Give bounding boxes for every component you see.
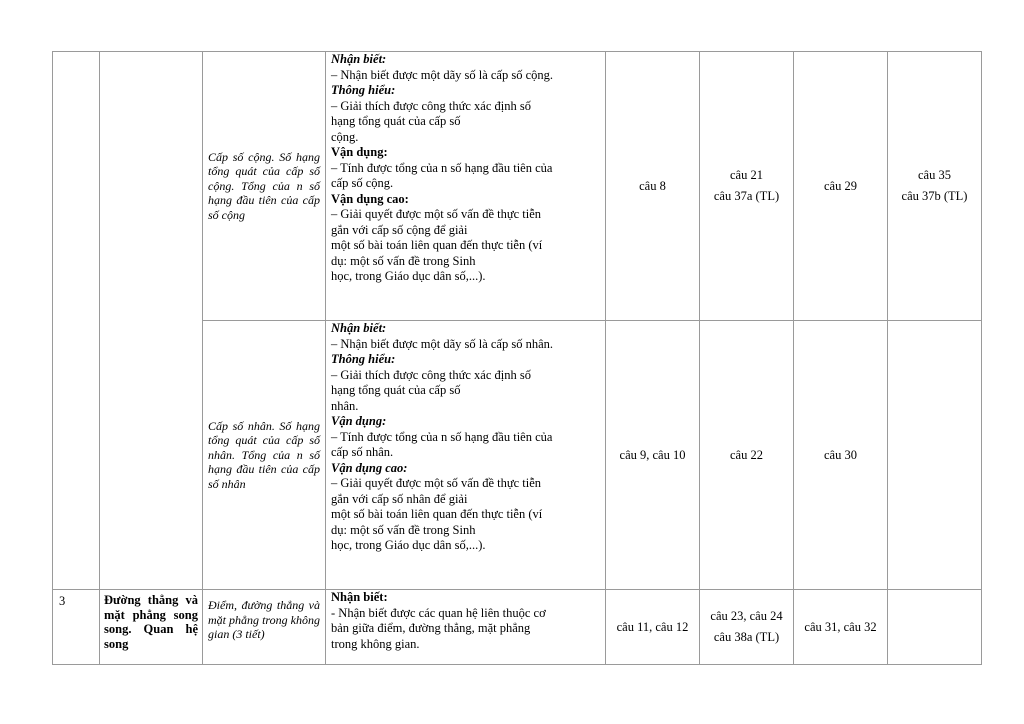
matrix-table bbox=[52, 51, 982, 665]
stt-cell bbox=[53, 52, 100, 590]
requirement-line: – Giải quyết được một số vấn đề thực tiễn bbox=[331, 207, 542, 221]
nhan-biet-cell bbox=[606, 590, 700, 665]
van-dung-cell bbox=[794, 321, 888, 590]
thong-hieu-cell bbox=[700, 590, 794, 665]
requirement-line: bản giữa điểm, đường thẳng, mặt phẳng bbox=[331, 621, 531, 635]
level-heading: Thông hiểu: bbox=[331, 83, 396, 97]
requirements-cell bbox=[326, 590, 606, 665]
van-dung-cao-cell bbox=[888, 590, 982, 665]
question-ref: câu 21 bbox=[730, 168, 763, 182]
level-heading: Nhận biết: bbox=[331, 52, 387, 66]
requirement-line: hạng tổng quát của cấp số bbox=[331, 114, 461, 128]
requirement-line: một số bài toán liên quan đến thực tiễn (ví bbox=[331, 507, 543, 521]
topic-cell: Điểm, đường thẳng và mặt phẳng trong không gian (3 tiết) bbox=[203, 590, 326, 665]
requirement-line: một số bài toán liên quan đến thực tiễn (ví bbox=[331, 238, 543, 252]
question-ref: câu 8 bbox=[639, 178, 666, 193]
requirement-line: - Nhận biết được các quan hệ liên thuộc cơ bbox=[331, 605, 546, 620]
topic-cell: Cấp số nhân. Số hạng tổng quát của cấp số nhân. Tổng của n số hạng đầu tiên của cấp số nhân bbox=[203, 321, 326, 590]
requirement-line: học, trong Giáo dục dân số,...). bbox=[331, 269, 486, 283]
requirement-line: – Giải quyết được một số vấn đề thực tiễn bbox=[331, 476, 542, 490]
requirement-line: học, trong Giáo dục dân số,...). bbox=[331, 538, 486, 552]
requirement-line: gắn với cấp số cộng để giải bbox=[331, 222, 468, 237]
question-ref: câu 11, câu 12 bbox=[616, 619, 689, 634]
requirement-line: cấp số nhân. bbox=[331, 445, 394, 459]
requirement-line: trong không gian. bbox=[331, 636, 420, 651]
level-heading: Vận dụng cao: bbox=[331, 460, 408, 475]
thong-hieu-cell bbox=[700, 52, 794, 321]
level-heading: Nhận biết: bbox=[331, 321, 387, 335]
level-heading: Vận dụng: bbox=[331, 414, 387, 428]
requirement-line: hạng tổng quát của cấp số bbox=[331, 383, 461, 397]
nhan-biet-cell bbox=[606, 321, 700, 590]
question-ref: câu 22 bbox=[730, 447, 763, 462]
table-row bbox=[53, 52, 982, 321]
nhan-biet-cell bbox=[606, 52, 700, 321]
requirement-line: – Tính được tổng của n số hạng đầu tiên của bbox=[331, 429, 553, 444]
thong-hieu-cell bbox=[700, 321, 794, 590]
question-ref: câu 23, câu 24 bbox=[710, 609, 783, 623]
requirement-line: – Nhận biết được một dãy số là cấp số cộng. bbox=[331, 67, 554, 82]
question-ref: câu 31, câu 32 bbox=[804, 619, 877, 634]
requirement-line: – Giải thích được công thức xác định số bbox=[331, 98, 531, 113]
van-dung-cell bbox=[794, 52, 888, 321]
requirement-line: cộng. bbox=[331, 129, 359, 144]
question-ref: câu 35 bbox=[918, 168, 951, 182]
table-row bbox=[53, 590, 982, 665]
stt-cell: 3 bbox=[53, 590, 100, 665]
chapter-cell bbox=[100, 52, 203, 590]
question-ref: câu 38a (TL) bbox=[713, 630, 780, 644]
question-ref: câu 37a (TL) bbox=[713, 189, 780, 203]
requirement-line: gắn với cấp số nhân để giải bbox=[331, 491, 468, 506]
level-heading: Vận dụng cao: bbox=[331, 191, 409, 206]
requirement-line: nhân. bbox=[331, 398, 359, 413]
requirements-cell bbox=[326, 321, 606, 590]
question-ref: câu 9, câu 10 bbox=[619, 447, 686, 462]
van-dung-cell bbox=[794, 590, 888, 665]
topic-cell: Cấp số cộng. Số hạng tổng quát của cấp số cộng. Tổng của n số hạng đầu tiên của cấp số cộng bbox=[203, 52, 326, 321]
requirement-line: – Tính được tổng của n số hạng đầu tiên của bbox=[331, 160, 553, 175]
requirement-line: – Nhận biết được một dãy số là cấp số nhân. bbox=[331, 336, 554, 351]
question-ref: câu 29 bbox=[824, 178, 857, 193]
requirement-line: dụ: một số vấn đề trong Sinh bbox=[331, 253, 476, 268]
question-ref: câu 37b (TL) bbox=[901, 189, 968, 203]
level-heading: Nhận biết: bbox=[331, 590, 388, 604]
requirement-line: dụ: một số vấn đề trong Sinh bbox=[331, 522, 476, 537]
requirements-cell bbox=[326, 52, 606, 321]
requirement-line: – Giải thích được công thức xác định số bbox=[331, 367, 531, 382]
requirement-line: cấp số cộng. bbox=[331, 176, 394, 190]
van-dung-cao-cell bbox=[888, 321, 982, 590]
question-ref: câu 30 bbox=[824, 447, 857, 462]
van-dung-cao-cell bbox=[888, 52, 982, 321]
level-heading: Thông hiểu: bbox=[331, 352, 396, 366]
level-heading: Vận dụng: bbox=[331, 145, 388, 159]
chapter-cell: Đường thẳng và mặt phẳng song song. Quan hệ song bbox=[100, 590, 203, 665]
